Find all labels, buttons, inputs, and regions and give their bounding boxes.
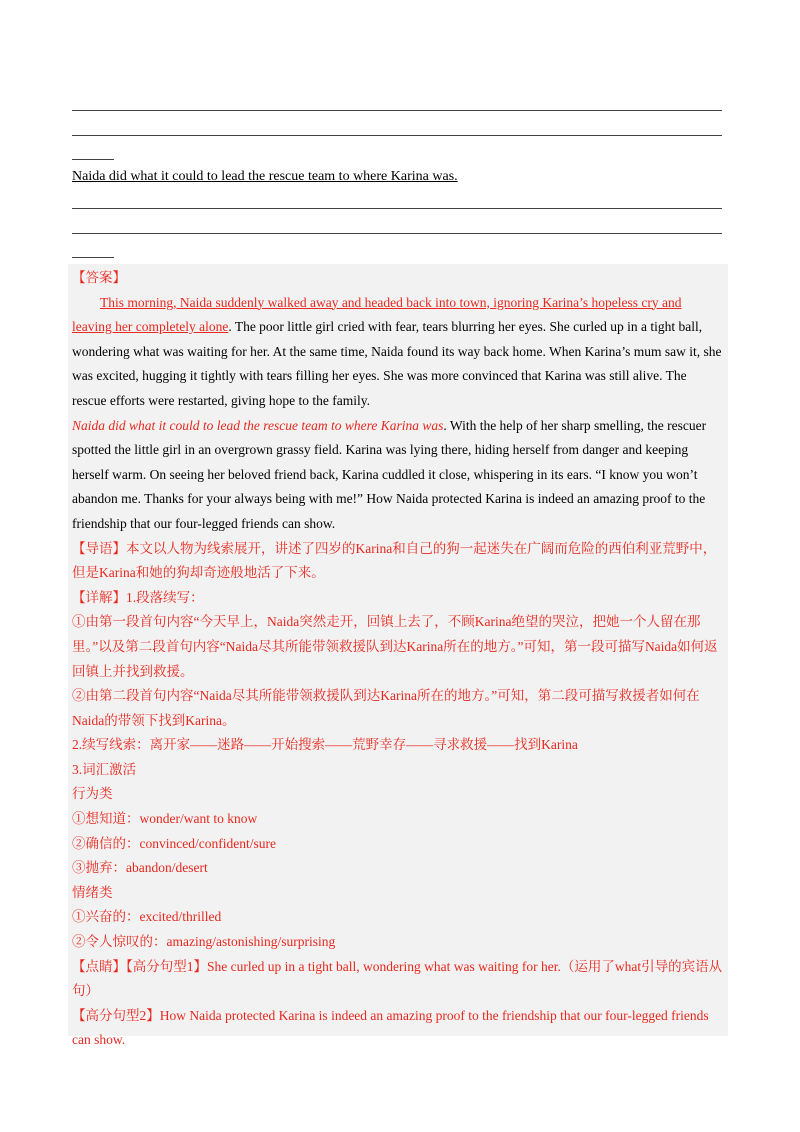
answer-heading: 【答案】 bbox=[72, 270, 126, 285]
sentence-pattern-1-text: She curled up in a tight ball, wondering what was waiting for her.（运用了what引导的宾语从句） bbox=[72, 958, 723, 999]
vocab-item: ③抛弃：abandon/desert bbox=[72, 860, 208, 876]
answer-section bbox=[68, 264, 728, 1048]
paragraph-1-body: . The poor little girl cried with fear, tears blurring her eyes. She curled up in a tight ball, wondering what was waiting for her. At the same time, Naida found its way back home. When Karina’s mum saw it, she was excited, hugging it tightly with tears filling her eyes. She was more convinced that Karina was still alive. The rescue efforts were restarted, giving hope to the family. bbox=[72, 319, 722, 408]
writing-line[interactable] bbox=[72, 110, 722, 111]
category-action: 行为类 bbox=[72, 786, 113, 802]
guide-text: 本文以人物为线索展开，讲述了四岁的Karina和自己的狗一起迷失在广阔而危险的西伯利亚荒野中，但是Karina和她的狗却奇迹般地活了下来。 bbox=[72, 540, 717, 581]
writing-line[interactable] bbox=[72, 135, 722, 136]
writing-line[interactable] bbox=[72, 233, 722, 234]
vocab-item: ①想知道：wonder/want to know bbox=[72, 811, 258, 827]
detail-item-1b: ②由第二段首句内容“Naida尽其所能带领救援队到达Karina所在的地方。”可知，第二段可描写救援者如何在Naida的带领下找到Karina。 bbox=[72, 688, 700, 728]
paragraph-1-opening: This morning, Naida suddenly walked away and headed back into town, ignoring Karina’s hopeless cry and leaving her completely alone bbox=[72, 294, 682, 335]
sentence-pattern-2-heading: 【高分句型2】 bbox=[72, 1007, 160, 1023]
highlight-sentence-1 bbox=[72, 955, 724, 1004]
detail-item-1: 1.段落续写： bbox=[126, 589, 204, 605]
detail-item-3: 3.词汇激活 bbox=[72, 761, 137, 777]
writing-line[interactable] bbox=[72, 208, 722, 209]
answer-paragraph-1 bbox=[72, 291, 724, 414]
detail-item-1a: ①由第一段首句内容“今天早上，Naida突然走开，回镇上去了，不顾Karina绝望的哭泣，把她一个人留在那里。”以及第二段首句内容“Naida尽其所能带领救援队到达Karina所在的地方。”可知，第一段可描写Naida如何返回镇上并找到救援。 bbox=[72, 614, 718, 679]
paragraph-2-opening: Naida did what it could to lead the rescue team to where Karina was bbox=[72, 417, 444, 433]
vocab-item: ①兴奋的：excited/thrilled bbox=[72, 909, 222, 925]
writing-line-end bbox=[72, 159, 114, 160]
category-emotion: 情绪类 bbox=[72, 884, 113, 900]
detail-heading: 【详解】 bbox=[72, 589, 126, 605]
point-heading: 【点睛】 bbox=[72, 958, 126, 974]
paragraph-2-body: . With the help of her sharp smelling, the rescuer spotted the little girl in an overgrown grassy field. Karina was lying there, hiding herself from danger and keeping herself warm. On seeing her beloved friend back, Karina cuddled it close, whispering in its ears. “I know you won’t abandon me. Thanks for your always being with me!” How Naida protected Karina is indeed an amazing proof to the friendship that our four-legged friends can show. bbox=[72, 417, 707, 531]
guide-heading: 【导语】 bbox=[72, 540, 126, 556]
detail-item-2: 2.续写线索：离开家——迷路——开始搜索——荒野幸存——寻求救援——找到Karina bbox=[72, 737, 578, 753]
sentence-pattern-1-heading: 【高分句型1】 bbox=[126, 958, 207, 974]
guide-section bbox=[72, 537, 724, 586]
vocab-item: ②确信的：convinced/confident/sure bbox=[72, 835, 276, 851]
detail-section bbox=[72, 586, 724, 611]
writing-line-end bbox=[72, 257, 114, 258]
highlight-sentence-2 bbox=[72, 1004, 724, 1053]
vocab-item: ②令人惊叹的：amazing/astonishing/surprising bbox=[72, 934, 336, 950]
paragraph-2-opening-sentence: Naida did what it could to lead the rescue team to where Karina was. bbox=[72, 169, 458, 184]
answer-paragraph-2 bbox=[72, 414, 724, 537]
sentence-pattern-2-text: How Naida protected Karina is indeed an amazing proof to the friendship that our four-legged friends can show. bbox=[72, 1007, 709, 1048]
